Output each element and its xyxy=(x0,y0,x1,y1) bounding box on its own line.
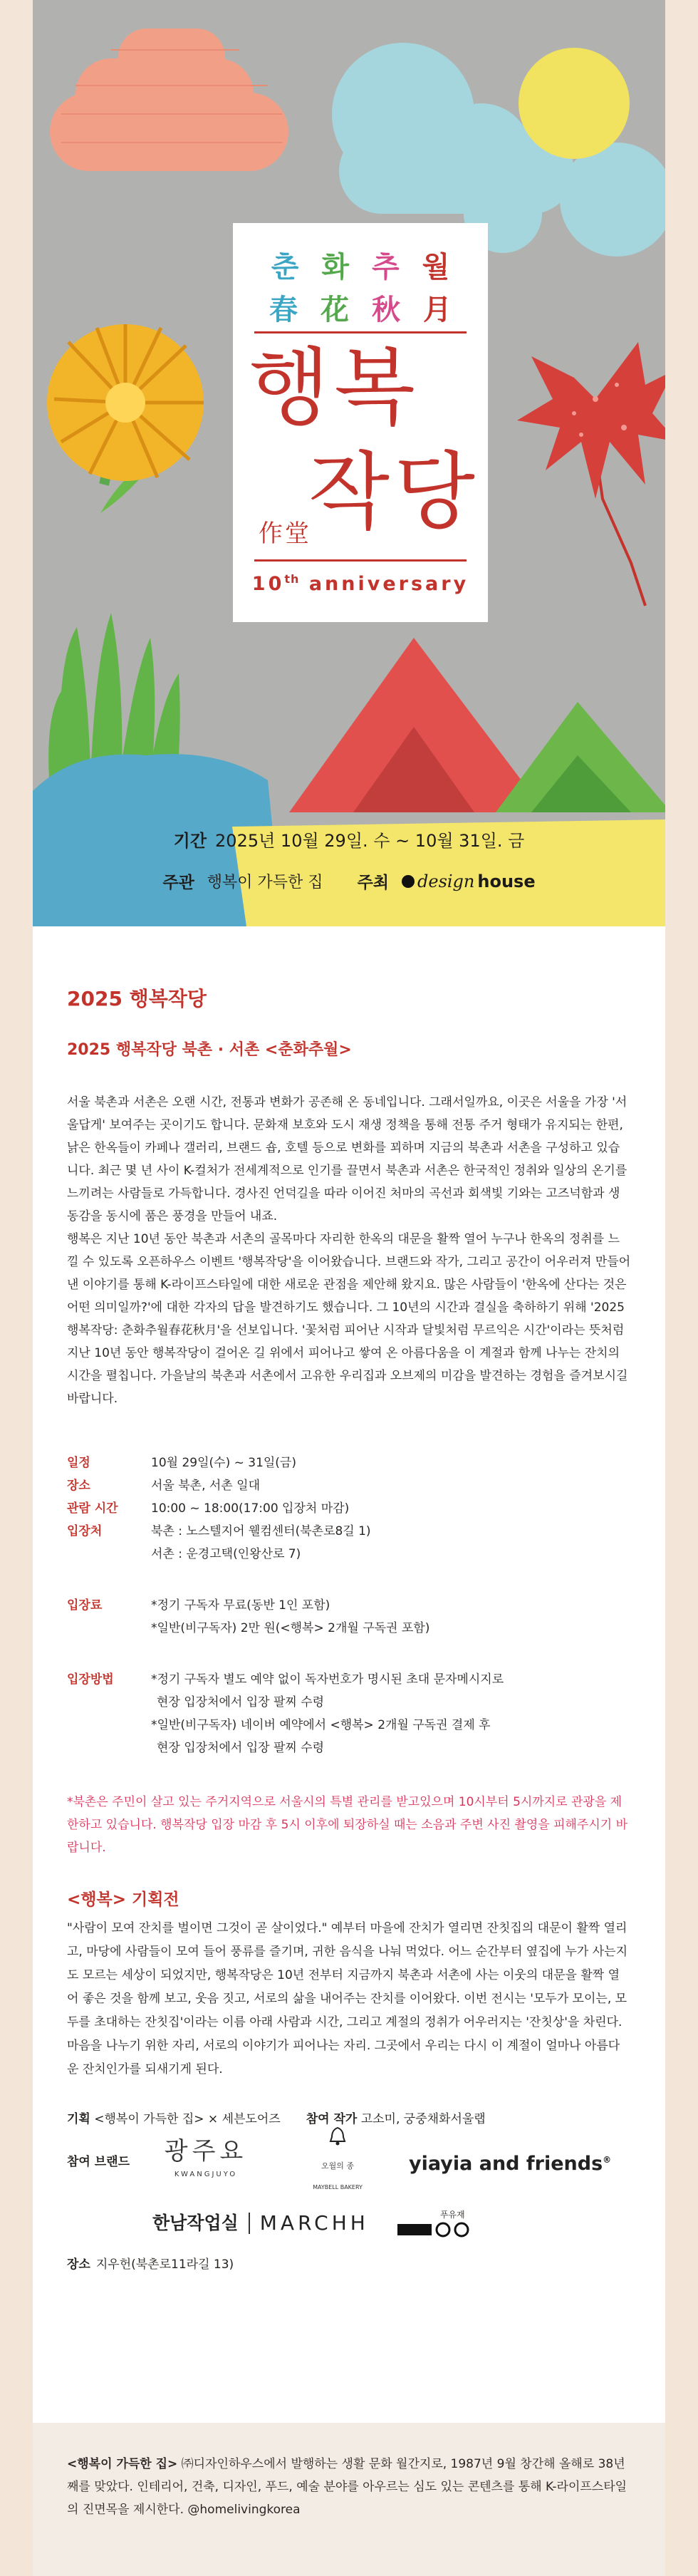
article-title: 2025 행복작당 xyxy=(67,987,207,1010)
host-label: 주최 xyxy=(357,874,389,892)
designhouse-dot-icon xyxy=(402,875,415,888)
info-label: 입장방법 xyxy=(67,1672,114,1687)
title-hangul-char: 춘 xyxy=(271,251,299,284)
fee-subscriber: *정기 구독자 무료(동반 1인 포함) xyxy=(151,1598,330,1613)
maybell-sub: MAYBELL BAKERY xyxy=(313,2184,363,2190)
info-label: 입장처 xyxy=(67,1524,103,1538)
method-line: *일반(비구독자) 네이버 예약에서 <행복> 2개월 구독권 결제 후 xyxy=(151,1718,491,1732)
brand-label: 참여 브랜드 xyxy=(67,2155,130,2169)
planning-text: "사람이 모여 잔치를 벌이면 그것이 곧 살이었다." 예부터 마을에 잔치가 열리면 잔칫집의 대문이 활짝 열리고, 마당에 사람들이 모여 들어 풍류를 즐기며, 귀한 음식을 나눠 먹었다. 어느 순간부터 옆집에 누가 사는지도 모르는 세상이 되었지만, 행복작당은 10년 전부터 지금까지 북촌과 서촌에 사는 이웃의 대문을 활짝 열어 좋은 것을 함께 보고, 웃음 짓고, 서로의 삶을 내어주는 잔치를 이어왔다. 이번 전시는 '모두가 모이는, 모두를 초대하는 잔칫집'이라는 이름 아래 사람과 시간, 그리고 계절의 정취가 어우러지는 '잔칫상'을 차린다. 마음을 나누기 위한 자리, 서로의 이야기가 피어나는 자리. 그곳에서 우리는 다시 이 계절이 얼마나 아름다운 잔치인가를 되새기게 된다. xyxy=(67,1921,627,2076)
title-divider xyxy=(254,559,467,562)
big-title-line1: 행복 xyxy=(249,338,420,437)
title-hanja-char: 月 xyxy=(423,293,452,326)
credit-value: <행복이 가득한 집> × 세븐도어즈 xyxy=(94,2112,281,2126)
organizer-label: 주관 xyxy=(162,874,194,892)
fee-general: *일반(비구독자) 2만 원(<행복> 2개월 구독권 포함) xyxy=(151,1621,430,1635)
info-value: 10월 29일(수) ~ 31일(금) xyxy=(151,1456,296,1470)
title-hanja-char: 花 xyxy=(321,293,349,326)
info-row-method xyxy=(67,1668,631,1759)
logo-house-text: house xyxy=(477,871,536,891)
bell-icon xyxy=(327,2126,348,2147)
method-line: 현장 입장처에서 입장 팔찌 수령 xyxy=(157,1741,325,1755)
magazine-name: <행복이 가득한 집> xyxy=(67,2457,178,2471)
kwangjuyo-sub: KWANGJUYO xyxy=(174,2171,238,2178)
yiayia-logo: yiayia and friends® xyxy=(409,2153,612,2175)
puyujae-text: 푸유재 xyxy=(439,2210,465,2220)
credit-value: 고소미, 궁중채화서울랩 xyxy=(360,2112,486,2126)
title-hanja-char: 春 xyxy=(269,293,298,326)
publisher-description xyxy=(67,2453,637,2521)
title-hangul-row xyxy=(233,244,488,285)
info-label: 일정 xyxy=(67,1456,90,1470)
big-title-line2: 작당 xyxy=(308,443,479,541)
title-card xyxy=(233,223,488,622)
planning-title: <행복> 기획전 xyxy=(67,1890,179,1909)
event-poster xyxy=(33,0,665,926)
venue-value: 지우헌(북촌로11라길 13) xyxy=(95,2257,234,2272)
info-row-entry xyxy=(67,1520,631,1566)
chrysanthemum-shape xyxy=(47,324,204,513)
brand-logos-row xyxy=(67,2137,631,2190)
kwangjuyo-main: 광주요 xyxy=(164,2137,248,2166)
info-label: 입장료 xyxy=(67,1598,103,1613)
info-row-hours xyxy=(67,1497,631,1520)
article xyxy=(33,926,665,2576)
yiayia-text: yiayia and friends xyxy=(409,2153,603,2175)
info-row-place xyxy=(67,1474,631,1497)
method-line: *정기 구독자 별도 예약 없이 독자번호가 명시된 초대 문자메시지로 xyxy=(151,1672,504,1687)
maybell-logo xyxy=(309,2126,366,2198)
anniversary-label xyxy=(233,572,488,595)
article-subtitle: 2025 행복작당 북촌 · 서촌 <춘화추월> xyxy=(67,1041,352,1059)
info-label: 관람 시간 xyxy=(67,1501,118,1516)
period-label: 기간 xyxy=(173,831,207,851)
info-value xyxy=(151,1668,504,1759)
event-period xyxy=(33,827,665,852)
credit-plan xyxy=(67,2109,281,2130)
hannam-logo: 한남작업실 xyxy=(152,2213,239,2233)
marchh-logo: MARCHH xyxy=(259,2211,369,2235)
info-value xyxy=(151,1520,371,1566)
credits xyxy=(67,2109,631,2275)
info-row-fee xyxy=(67,1594,631,1640)
credit-label: 기획 xyxy=(67,2112,90,2126)
entry-bukchon: 북촌 : 노스텔지어 웰컴센터(북촌로8길 1) xyxy=(151,1524,371,1538)
event-info xyxy=(67,1452,631,1759)
anniv-suffix: th xyxy=(284,572,300,586)
anniv-number: 10 xyxy=(251,573,285,595)
info-value xyxy=(151,1594,429,1640)
info-label: 장소 xyxy=(67,1479,90,1493)
maybell-main: 오월의 종 xyxy=(321,2161,354,2171)
kwangjuyo-logo xyxy=(152,2138,259,2186)
title-hangul-char: 추 xyxy=(372,251,400,284)
logo-design-text: design xyxy=(417,871,475,891)
intro-paragraph: 행복은 지난 10년 동안 북촌과 서촌의 골목마다 자리한 한옥의 대문을 활짝 열어 누구나 한옥의 정취를 느낄 수 있도록 오픈하우스 이벤트 '행복작당'을 이어왔습니다. 브랜드와 작가, 그리고 공간이 어우러져 만들어낸 이야기를 통해 K-라이프스타일에 대한 새로운 관점을 제안해 왔지요. 많은 사람들이 '한옥에 산다는 것은 어떤 의미일까?'에 대한 각자의 답을 발견하기도 했습니다. 그 10년의 시간과 결실을 축하하기 위해 '2025행복작당: 춘화추월春花秋月'을 선보입니다. '꽃처럼 피어난 시작과 달빛처럼 무르익은 시간'이라는 뜻처럼 지난 10년 동안 행복작당이 걸어온 길 위에서 피어나고 쌓여 온 아름다움을 이 계절과 함께 나누는 잔치의 시간을 펼칩니다. 가을날의 북촌과 서촌에서 고유한 우리집과 오브제의 미감을 발견하는 경험을 즐겨보시길 바랍니다. xyxy=(67,1232,631,1406)
puyujae-logo xyxy=(397,2204,476,2243)
venue-label: 장소 xyxy=(67,2257,90,2272)
small-hanja-title: 作堂 xyxy=(259,519,311,548)
info-value: 서울 북촌, 서촌 일대 xyxy=(151,1479,260,1493)
maple-leaf-shape xyxy=(517,342,665,606)
visitor-notice: *북촌은 주민이 살고 있는 주거지역으로 서울시의 특별 관리를 받고있으며 10시부터 5시까지로 관광을 제한하고 있습니다. 행복작당 입장 마감 후 5시 이후에 퇴장하실 때는 소음과 주변 사진 촬영을 피해주시기 바랍니다. xyxy=(67,1795,627,1855)
info-row-date xyxy=(67,1452,631,1474)
title-hangul-char: 월 xyxy=(422,251,450,284)
info-value: 10:00 ~ 18:00(17:00 입장처 마감) xyxy=(151,1501,350,1516)
entry-seochon: 서촌 : 운경고택(인왕산로 7) xyxy=(151,1547,301,1561)
intro-paragraph: 서울 북촌과 서촌은 오랜 시간, 전통과 변화가 공존해 온 동네입니다. 그래서일까요, 이곳은 서울을 가장 '서울답게' 보여주는 곳이기도 합니다. 문화재 보호와 도시 재생 정책을 통해 전통 주거 형태가 유지되는 한편, 낡은 한옥들이 카페나 갤러리, 브랜드 숍, 호텔 등으로 변화를 꾀하며 지금의 북촌과 서촌을 구성하고 있습니다. 최근 몇 년 사이 K-컬처가 전세계적으로 인기를 끌면서 북촌과 서촌은 한국적인 정취와 일상의 온기를 느끼려는 사람들로 가득합니다. 경사진 언덕길을 따라 이어진 처마의 곡선과 회색빛 기와는 고즈넉함과 생동감을 동시에 품은 풍경을 만들어 내죠. xyxy=(67,1095,627,1224)
publisher-footer xyxy=(33,2423,665,2576)
method-line: 현장 입장처에서 입장 팔찌 수령 xyxy=(157,1695,325,1709)
organizer-row xyxy=(33,869,665,893)
brand-logos-row-2 xyxy=(67,2204,631,2243)
title-divider xyxy=(254,331,467,333)
period-value: 2025년 10월 29일. 수 ~ 10월 31일. 금 xyxy=(215,831,525,851)
magazine-text: ㈜디자인하우스에서 발행하는 생활 문화 월간지로, 1987년 9월 창간해 올해로 38년째를 맞았다. 인테리어, 건축, 디자인, 푸드, 예술 분야를 아우르는 심도 있는 콘텐츠를 통해 K-라이프스타일의 진면목을 제시한다. @homelivingkorea xyxy=(67,2457,627,2517)
credit-label: 참여 작가 xyxy=(306,2112,358,2126)
title-hangul-char: 화 xyxy=(321,251,349,284)
title-hanja-char: 秋 xyxy=(372,293,400,326)
article-body xyxy=(67,983,631,2275)
title-hanja-row xyxy=(233,287,488,328)
sun-shape xyxy=(519,48,630,159)
organizer-value: 행복이 가득한 집 xyxy=(207,874,323,891)
venue-row xyxy=(67,2254,631,2275)
anniv-word: anniversary xyxy=(308,573,469,595)
logo-divider xyxy=(249,2213,250,2234)
designhouse-logo xyxy=(402,871,536,891)
